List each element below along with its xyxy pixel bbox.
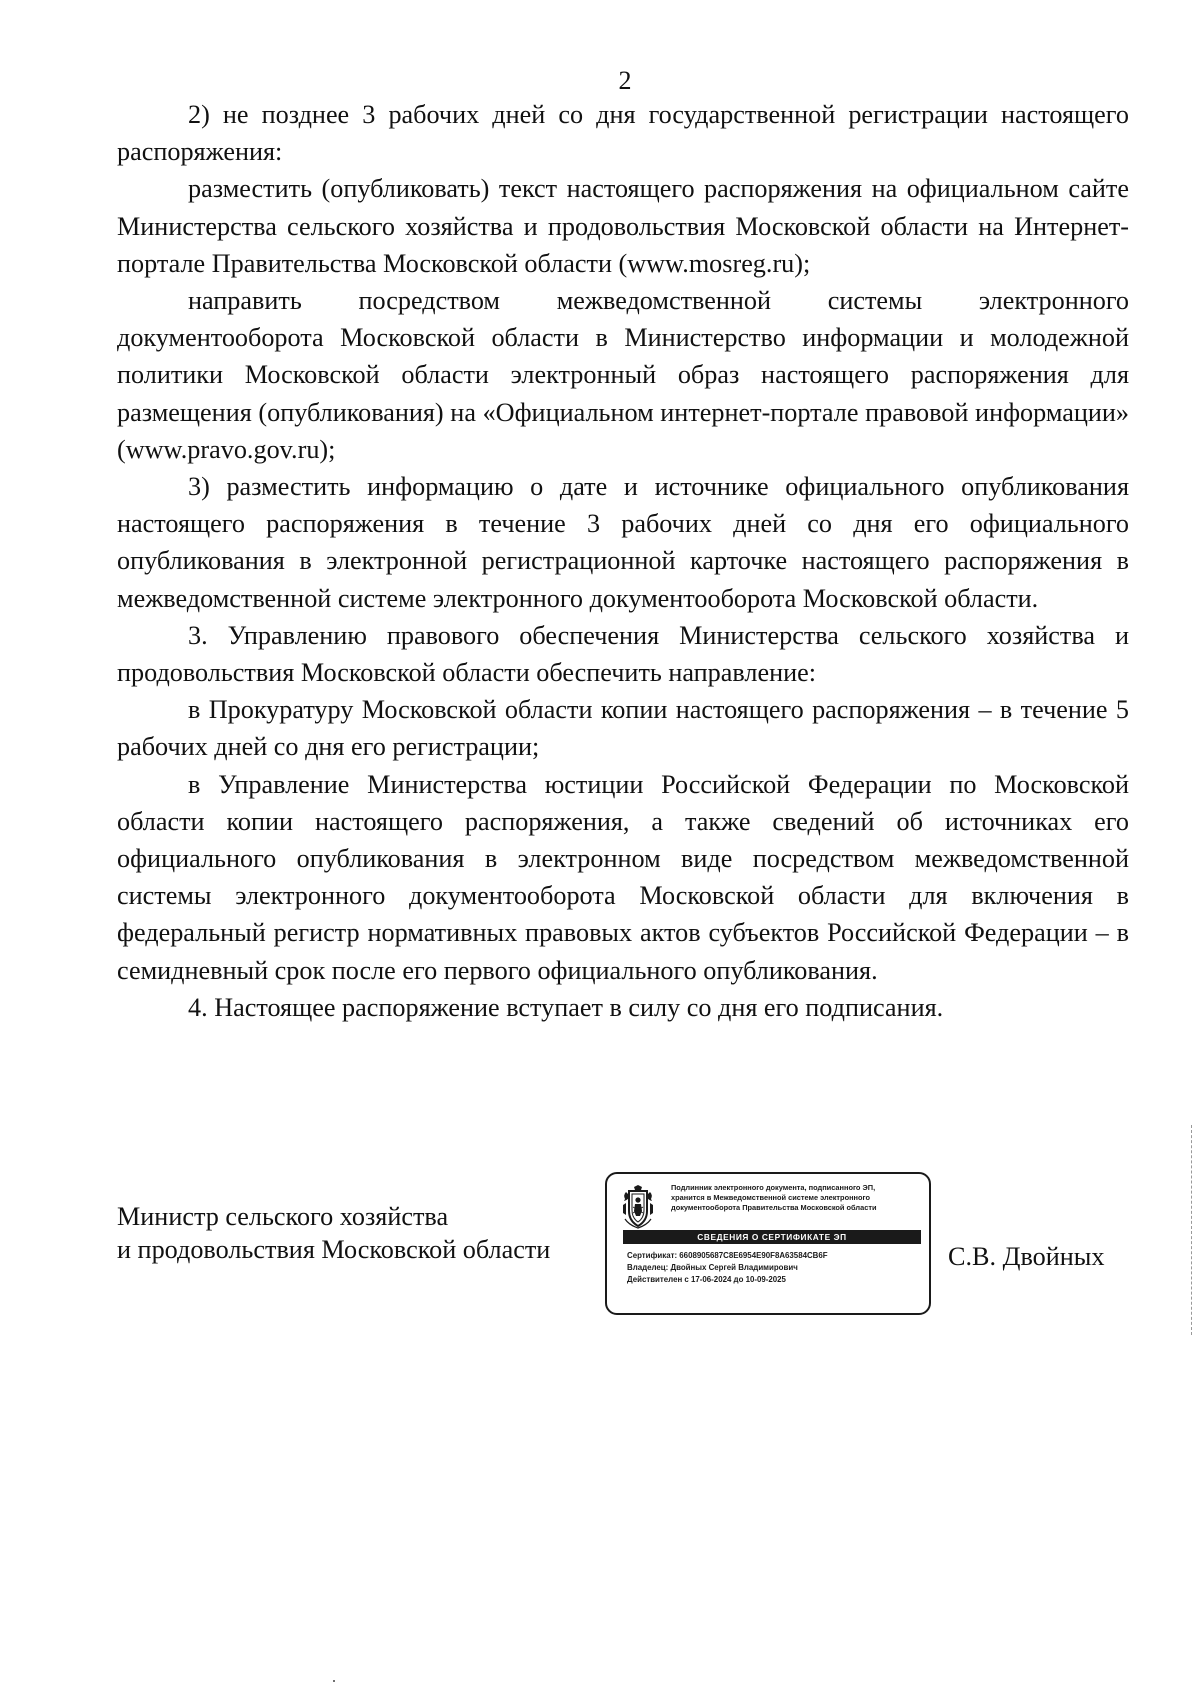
scan-speck [333,1680,335,1682]
signature-block [0,1160,1200,1320]
stamp-header [671,1183,923,1214]
paragraph-item-3-publication-info: 3) разместить информацию о дате и источнике официального опубликования настоящего распоряжения в течение 3 рабочих дней со дня его официального опубликования в электронной регистрационной карточке настоящего распоряжения в межведомственной системе электронного документооборота Московской области. [117,472,1129,613]
signatory-title-line-2: и продовольствия Московской области [117,1235,551,1264]
stamp-header-line-3: документооборота Правительства Московской области [671,1203,877,1213]
electronic-signature-stamp [605,1172,931,1315]
signatory-title-line-1: Министр сельского хозяйства [117,1202,449,1231]
document-body [117,96,1129,1026]
scan-edge-mark [1191,1125,1193,1335]
stamp-certificate-number: Сертификат: 6608905687C8E6954E90F8A63584CB6F [627,1251,828,1260]
page-number: 2 [618,66,632,95]
signatory-title [117,1200,550,1266]
moscow-oblast-coat-of-arms-icon [621,1185,655,1229]
stamp-certificate-details [627,1250,927,1286]
paragraph-publish-on-site: разместить (опубликовать) текст настоящего распоряжения на официальном сайте Министерства сельского хозяйства и продовольствия Московской области на Интернет-портале Правительства Московской области (www.mosreg.ru); [117,174,1129,278]
paragraph-item-2-deadline: 2) не позднее 3 рабочих дней со дня государственной регистрации настоящего распоряжения: [117,100,1129,167]
signatory-name: С.В. Двойных [948,1242,1105,1271]
paragraph-justice-ministry: в Управление Министерства юстиции Российской Федерации по Московской области копии настоящего распоряжения, а также сведений об источниках его официального опубликования в электронном виде посредством межведомственной системы электронного документооборота Московской области для включения в федеральный регистр нормативных правовых актов субъектов Российской Федерации – в семидневный срок после его первого официального опубликования. [117,769,1129,985]
paragraph-prosecutor-office: в Прокуратуру Московской области копии настоящего распоряжения – в течение 5 рабочих дней со дня его регистрации; [117,695,1129,762]
paragraph-section-3-legal-department: 3. Управлению правового обеспечения Министерства сельского хозяйства и продовольствия Московской области обеспечить направление: [117,620,1129,688]
stamp-certificate-bar: СВЕДЕНИЯ О СЕРТИФИКАТЕ ЭП [623,1230,921,1244]
stamp-header-line-1: Подлинник электронного документа, подписанного ЭП, [671,1183,876,1192]
paragraph-section-4-effective-date: 4. Настоящее распоряжение вступает в силу со дня его подписания. [188,992,944,1022]
stamp-certificate-validity: Действителен с 17-06-2024 до 10-09-2025 [627,1275,786,1284]
stamp-certificate-owner: Владелец: Двойных Сергей Владимирович [627,1263,798,1272]
stamp-header-line-2: хранится в Межведомственной системе электронного [671,1193,871,1203]
paragraph-send-to-pravo-portal: направить посредством межведомственной системы электронного документооборота Московской области в Министерство информации и молодежной политики Московской области электронный образ настоящего распоряжения для размещения (опубликования) на «Официальном интернет-портале правовой информации» (www.pravo.gov.ru); [117,286,1129,464]
